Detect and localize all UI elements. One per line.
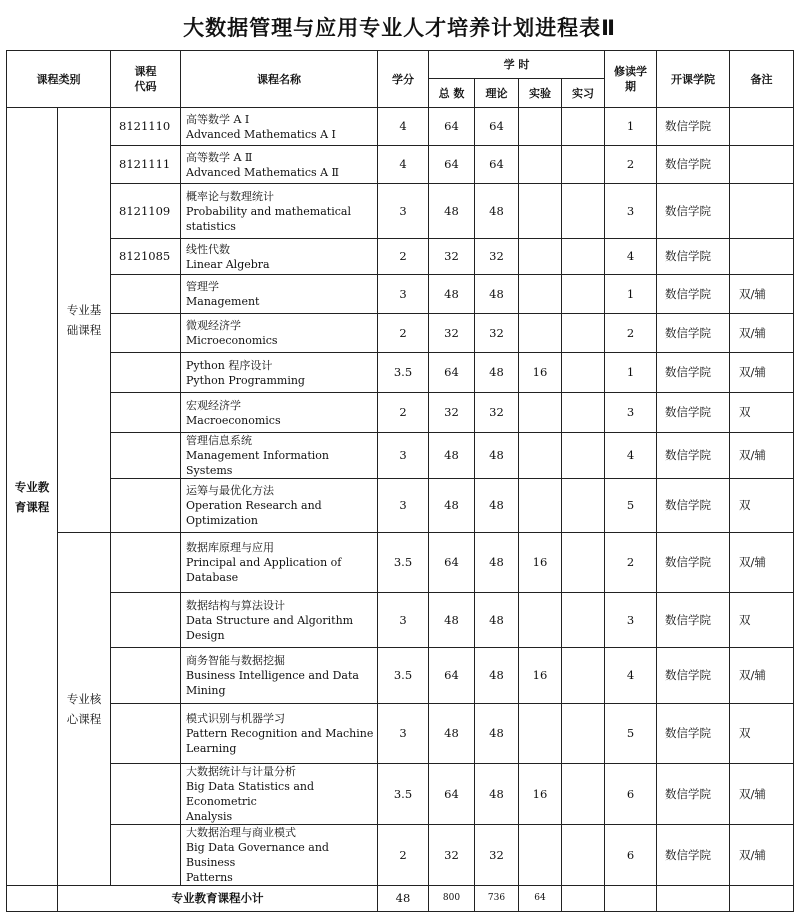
header-remark: 备注 (730, 51, 794, 108)
course-term: 1 (605, 353, 657, 393)
course-term: 6 (605, 764, 657, 825)
header-college: 开课学院 (657, 51, 730, 108)
course-name-line: Advanced Mathematics A Ⅰ (186, 127, 336, 141)
course-practice-hours (562, 239, 605, 275)
course-remark: 双/辅 (730, 764, 794, 825)
course-term: 4 (605, 648, 657, 704)
subcategory-core-cell (58, 533, 111, 886)
course-experiment-hours (519, 593, 562, 648)
course-practice-hours (562, 393, 605, 433)
course-name-line: Microeconomics (186, 334, 278, 347)
table-row (7, 393, 794, 433)
course-term: 4 (605, 239, 657, 275)
course-term: 3 (605, 184, 657, 239)
course-practice-hours (562, 275, 605, 314)
subtotal-experiment-hours: 64 (519, 886, 562, 912)
course-name-line: Patterns (186, 871, 233, 884)
table-row (7, 108, 794, 146)
course-code (111, 314, 181, 353)
course-name-line: 数据结构与算法设计 (186, 598, 285, 612)
course-name-line: 大数据治理与商业模式 (186, 826, 296, 839)
course-experiment-hours (519, 314, 562, 353)
header-code-line2: 代码 (134, 80, 157, 93)
course-name-line: 商务智能与数据挖掘 (186, 654, 285, 667)
course-name-line: Linear Algebra (186, 257, 270, 271)
course-practice-hours (562, 184, 605, 239)
course-name (181, 108, 378, 146)
course-experiment-hours: 16 (519, 353, 562, 393)
course-remark (730, 146, 794, 184)
course-code: 8121111 (111, 146, 181, 184)
course-total-hours: 64 (429, 648, 475, 704)
course-experiment-hours (519, 239, 562, 275)
table-row (7, 146, 794, 184)
course-experiment-hours (519, 704, 562, 764)
course-credit: 3 (378, 593, 429, 648)
subtotal-credit: 48 (378, 886, 429, 912)
table-row (7, 764, 794, 825)
course-credit: 2 (378, 314, 429, 353)
table-row (7, 433, 794, 479)
course-code (111, 479, 181, 533)
course-name (181, 648, 378, 704)
course-name-line: 管理信息系统 (186, 434, 252, 447)
course-code (111, 275, 181, 314)
course-college: 数信学院 (657, 314, 730, 353)
course-term: 4 (605, 433, 657, 479)
table-row (7, 275, 794, 314)
course-remark (730, 108, 794, 146)
course-total-hours: 48 (429, 704, 475, 764)
course-remark: 双/辅 (730, 433, 794, 479)
course-remark: 双/辅 (730, 648, 794, 704)
course-practice-hours (562, 593, 605, 648)
course-theory-hours: 32 (475, 825, 519, 886)
course-code (111, 825, 181, 886)
header-experiment: 实验 (519, 79, 562, 108)
course-name-line: 高等数学 A Ⅱ (186, 150, 253, 164)
course-name-line: 数据库原理与应用 (186, 541, 274, 554)
course-total-hours: 64 (429, 764, 475, 825)
category-main-cell-line: 育课程 (14, 499, 50, 514)
course-experiment-hours (519, 825, 562, 886)
course-name (181, 184, 378, 239)
course-theory-hours: 48 (475, 184, 519, 239)
course-name (181, 393, 378, 433)
table-row (7, 239, 794, 275)
course-name-line: Data Structure and Algorithm (186, 613, 354, 627)
course-name-line: 运筹与最优化方法 (186, 484, 274, 497)
course-practice-hours (562, 108, 605, 146)
table-row (7, 704, 794, 764)
course-name (181, 533, 378, 593)
header-credit: 学分 (378, 51, 429, 108)
table-row (7, 533, 794, 593)
course-name-line: Big Data Statistics and Econometric (186, 780, 315, 808)
course-theory-hours: 48 (475, 593, 519, 648)
curriculum-table (6, 50, 794, 912)
course-theory-hours: 48 (475, 648, 519, 704)
course-code (111, 648, 181, 704)
course-experiment-hours: 16 (519, 533, 562, 593)
course-total-hours: 48 (429, 184, 475, 239)
course-remark: 双/辅 (730, 314, 794, 353)
course-name-line: 管理学 (186, 280, 219, 293)
category-main-cell-line: 专业教 (14, 479, 50, 494)
course-experiment-hours (519, 393, 562, 433)
course-credit: 3.5 (378, 764, 429, 825)
course-remark: 双 (730, 393, 794, 433)
course-code (111, 433, 181, 479)
course-name-line: Learning (186, 742, 237, 755)
course-code: 8121110 (111, 108, 181, 146)
course-theory-hours: 48 (475, 433, 519, 479)
course-term: 2 (605, 314, 657, 353)
course-remark: 双/辅 (730, 533, 794, 593)
course-name (181, 764, 378, 825)
table-row (7, 648, 794, 704)
subcategory-basic-cell-line: 专业基 (66, 303, 102, 317)
course-name-line: Management Information Systems (186, 449, 329, 477)
course-credit: 2 (378, 825, 429, 886)
course-college: 数信学院 (657, 593, 730, 648)
header-practice: 实习 (562, 79, 605, 108)
subcategory-core-cell-line: 专业核 (66, 692, 102, 706)
course-name (181, 825, 378, 886)
course-total-hours: 32 (429, 393, 475, 433)
header-name: 课程名称 (181, 51, 378, 108)
course-name-line: 概率论与数理统计 (186, 189, 274, 203)
course-name-line: Advanced Mathematics A Ⅱ (186, 165, 340, 179)
course-name (181, 275, 378, 314)
header-hours: 学 时 (429, 51, 605, 79)
course-name-line: Principal and Application of (186, 556, 342, 569)
course-remark: 双 (730, 479, 794, 533)
course-code (111, 704, 181, 764)
course-credit: 3 (378, 479, 429, 533)
subtotal-total-hours: 800 (429, 886, 475, 912)
course-total-hours: 64 (429, 108, 475, 146)
course-total-hours: 64 (429, 533, 475, 593)
course-term: 5 (605, 704, 657, 764)
course-code: 8121085 (111, 239, 181, 275)
course-college: 数信学院 (657, 764, 730, 825)
course-experiment-hours: 16 (519, 764, 562, 825)
course-name-line: 大数据统计与计量分析 (186, 765, 296, 778)
course-name-line: Optimization (186, 514, 258, 527)
course-practice-hours (562, 533, 605, 593)
course-practice-hours (562, 146, 605, 184)
course-college: 数信学院 (657, 146, 730, 184)
course-college: 数信学院 (657, 275, 730, 314)
course-theory-hours: 64 (475, 146, 519, 184)
course-college: 数信学院 (657, 533, 730, 593)
course-name-line: Probability and mathematical (186, 204, 351, 218)
course-theory-hours: 64 (475, 108, 519, 146)
course-credit: 4 (378, 146, 429, 184)
subcategory-basic-cell (58, 108, 111, 533)
course-theory-hours: 48 (475, 353, 519, 393)
course-total-hours: 64 (429, 146, 475, 184)
course-term: 5 (605, 479, 657, 533)
course-credit: 2 (378, 393, 429, 433)
course-practice-hours (562, 648, 605, 704)
course-term: 3 (605, 593, 657, 648)
course-credit: 2 (378, 239, 429, 275)
table-row (7, 593, 794, 648)
subtotal-label: 专业教育课程小计 (58, 886, 378, 912)
course-remark: 双/辅 (730, 275, 794, 314)
course-term: 2 (605, 146, 657, 184)
course-theory-hours: 48 (475, 479, 519, 533)
table-row (7, 479, 794, 533)
course-name-line: 微观经济学 (186, 319, 241, 332)
course-credit: 3.5 (378, 648, 429, 704)
course-name (181, 433, 378, 479)
course-experiment-hours: 16 (519, 648, 562, 704)
course-theory-hours: 48 (475, 764, 519, 825)
course-theory-hours: 48 (475, 533, 519, 593)
header-row-1 (7, 51, 794, 79)
course-college: 数信学院 (657, 433, 730, 479)
course-name-line: 模式识别与机器学习 (186, 712, 285, 725)
course-experiment-hours (519, 275, 562, 314)
course-practice-hours (562, 704, 605, 764)
course-experiment-hours (519, 108, 562, 146)
course-college: 数信学院 (657, 704, 730, 764)
course-experiment-hours (519, 479, 562, 533)
course-name-line: 线性代数 (186, 242, 230, 256)
course-name (181, 353, 378, 393)
header-term (605, 51, 657, 108)
course-theory-hours: 32 (475, 239, 519, 275)
course-name (181, 239, 378, 275)
course-remark: 双/辅 (730, 353, 794, 393)
course-credit: 3 (378, 433, 429, 479)
page-title: 大数据管理与应用专业人才培养计划进程表Ⅱ (183, 16, 616, 40)
course-college: 数信学院 (657, 393, 730, 433)
course-term: 6 (605, 825, 657, 886)
table-row (7, 184, 794, 239)
course-experiment-hours (519, 433, 562, 479)
course-college: 数信学院 (657, 479, 730, 533)
course-remark: 双 (730, 593, 794, 648)
course-credit: 3.5 (378, 353, 429, 393)
header-theory: 理论 (475, 79, 519, 108)
course-credit: 3 (378, 275, 429, 314)
course-name-line: Pattern Recognition and Machine (186, 727, 374, 740)
subcategory-basic-cell-line: 础课程 (66, 323, 102, 337)
course-practice-hours (562, 353, 605, 393)
course-practice-hours (562, 825, 605, 886)
course-theory-hours: 32 (475, 314, 519, 353)
course-credit: 3 (378, 704, 429, 764)
header-code (111, 51, 181, 108)
course-term: 1 (605, 275, 657, 314)
course-code (111, 353, 181, 393)
course-code (111, 393, 181, 433)
course-college: 数信学院 (657, 353, 730, 393)
course-total-hours: 48 (429, 479, 475, 533)
course-college: 数信学院 (657, 184, 730, 239)
course-theory-hours: 48 (475, 275, 519, 314)
subtotal-theory-hours: 736 (475, 886, 519, 912)
course-practice-hours (562, 479, 605, 533)
course-experiment-hours (519, 146, 562, 184)
course-name-line: Python 程序设计 (186, 358, 273, 372)
course-name-line: Management (186, 295, 260, 308)
subcategory-core-cell-line: 心课程 (66, 712, 102, 726)
course-theory-hours: 32 (475, 393, 519, 433)
table-row (7, 825, 794, 886)
course-name (181, 314, 378, 353)
course-code: 8121109 (111, 184, 181, 239)
course-name-line: Macroeconomics (186, 413, 281, 427)
course-college: 数信学院 (657, 825, 730, 886)
course-term: 3 (605, 393, 657, 433)
course-practice-hours (562, 764, 605, 825)
course-name-line: statistics (186, 219, 236, 233)
course-total-hours: 32 (429, 239, 475, 275)
course-remark (730, 239, 794, 275)
course-experiment-hours (519, 184, 562, 239)
course-theory-hours: 48 (475, 704, 519, 764)
course-name-line: Database (186, 571, 239, 584)
course-practice-hours (562, 433, 605, 479)
header-term-line2: 期 (625, 80, 637, 93)
course-college: 数信学院 (657, 239, 730, 275)
table-row (7, 353, 794, 393)
course-remark: 双 (730, 704, 794, 764)
course-name-line: Analysis (186, 810, 233, 823)
course-name (181, 146, 378, 184)
course-term: 1 (605, 108, 657, 146)
header-term-line1: 修读学 (614, 65, 648, 78)
header-category: 课程类别 (7, 51, 111, 108)
course-total-hours: 32 (429, 825, 475, 886)
course-practice-hours (562, 314, 605, 353)
course-name-line: Big Data Governance and Business (186, 841, 329, 869)
category-main-cell (7, 108, 58, 886)
course-name (181, 593, 378, 648)
course-total-hours: 48 (429, 275, 475, 314)
course-name-line: Python Programming (186, 373, 305, 387)
course-code (111, 764, 181, 825)
course-name-line: 高等数学 A Ⅰ (186, 112, 250, 126)
course-total-hours: 48 (429, 593, 475, 648)
course-total-hours: 48 (429, 433, 475, 479)
course-total-hours: 32 (429, 314, 475, 353)
course-remark (730, 184, 794, 239)
course-college: 数信学院 (657, 648, 730, 704)
course-code (111, 593, 181, 648)
course-name (181, 479, 378, 533)
course-name-line: Operation Research and (186, 499, 322, 512)
table-row (7, 314, 794, 353)
course-name-line: Design (186, 628, 225, 642)
course-name-line: 宏观经济学 (186, 398, 241, 412)
course-remark: 双/辅 (730, 825, 794, 886)
course-name-line: Business Intelligence and Data (186, 669, 359, 682)
course-name (181, 704, 378, 764)
course-credit: 3 (378, 184, 429, 239)
course-code (111, 533, 181, 593)
course-term: 2 (605, 533, 657, 593)
course-name-line: Mining (186, 684, 226, 697)
course-credit: 4 (378, 108, 429, 146)
course-total-hours: 64 (429, 353, 475, 393)
header-total: 总 数 (429, 79, 475, 108)
header-code-line1: 课程 (134, 65, 157, 78)
course-college: 数信学院 (657, 108, 730, 146)
course-credit: 3.5 (378, 533, 429, 593)
